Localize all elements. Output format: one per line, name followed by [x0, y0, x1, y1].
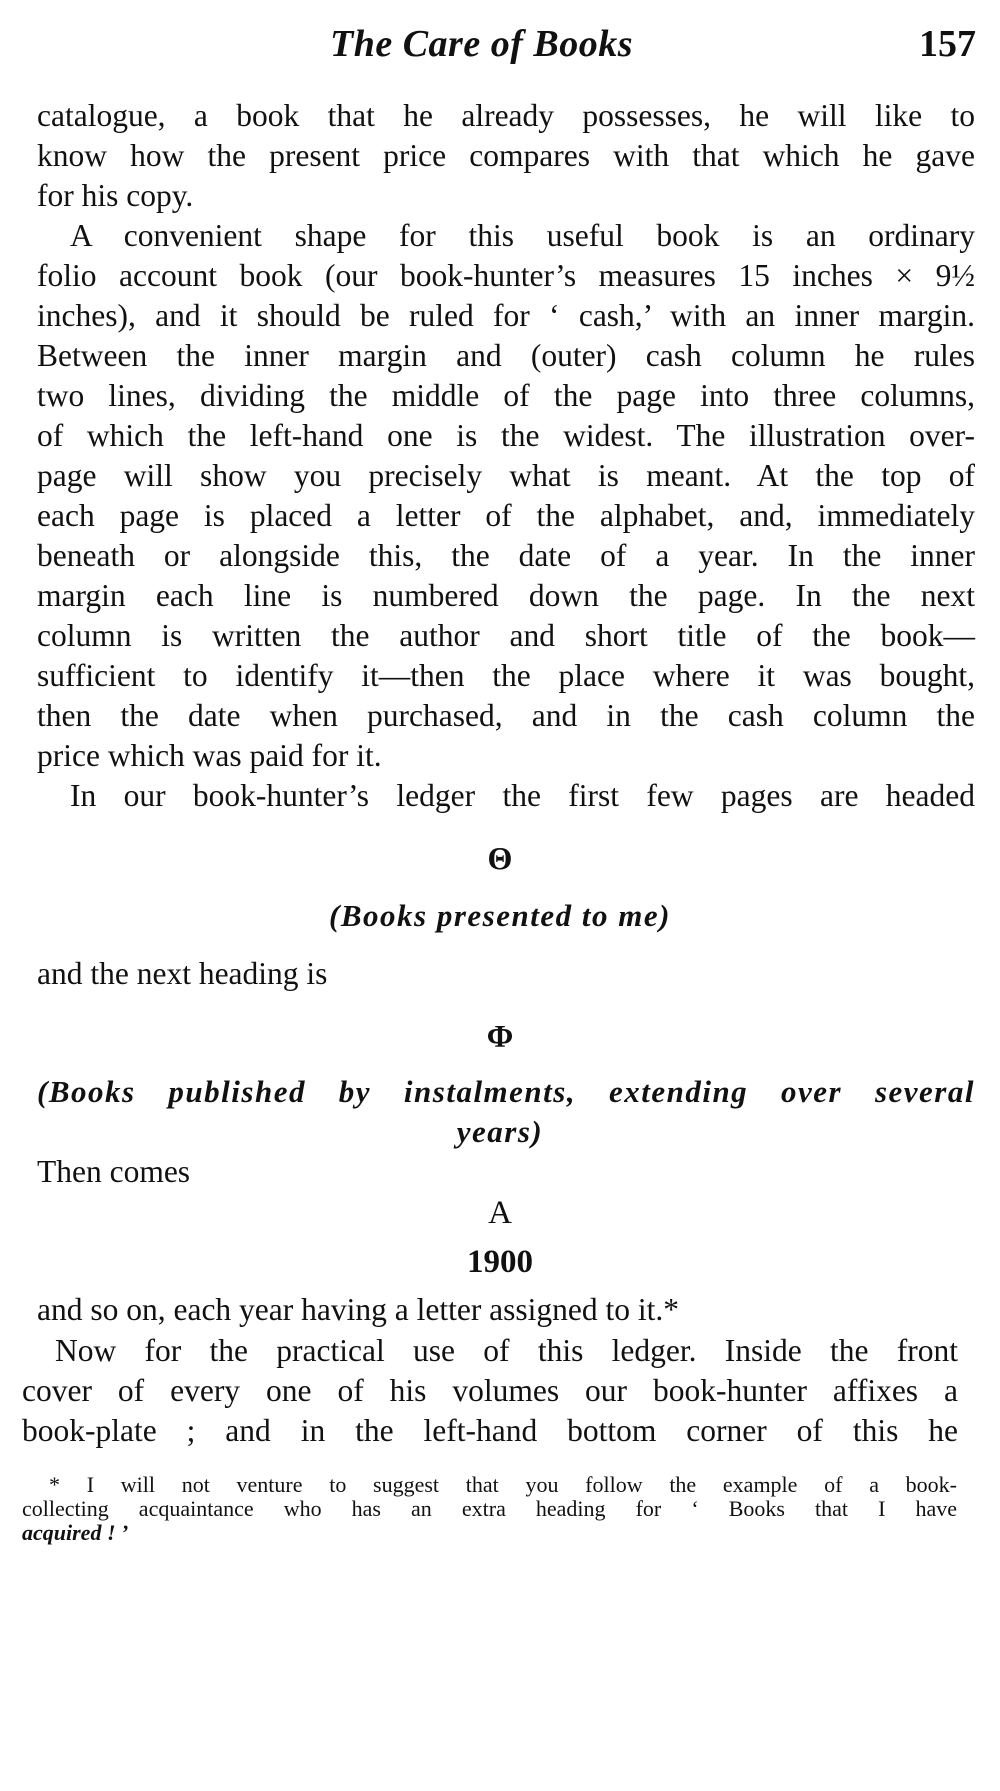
caption-theta: (Books presented to me) — [329, 898, 671, 933]
heading-theta: Θ — [487, 840, 513, 876]
body-line: margin each line is numbered down the page. In the next — [37, 578, 975, 613]
heading-year: 1900 — [467, 1244, 533, 1280]
heading-letter: A — [488, 1195, 512, 1231]
body-line: each page is placed a letter of the alphabet, and, immediately — [37, 498, 975, 533]
page-number: 157 — [919, 23, 976, 65]
caption-phi-line: years) — [456, 1114, 544, 1149]
running-head — [0, 22, 1000, 72]
body-line: price which was paid for it. — [37, 738, 382, 773]
caption-phi-line: (Books published by instalments, extending over several — [37, 1074, 975, 1109]
body-line: folio account book (our book-hunter’s measures 15 inches × 9½ — [37, 258, 975, 293]
body-line: beneath or alongside this, the date of a year. In the inner — [37, 538, 975, 573]
body-line: cover of every one of his volumes our book-hunter affixes a — [22, 1373, 958, 1408]
body-line: two lines, dividing the middle of the page into three columns, — [37, 378, 975, 413]
body-line: and the next heading is — [37, 956, 328, 991]
body-line: know how the present price compares with that which he gave — [37, 138, 975, 173]
body-line: for his copy. — [37, 178, 194, 213]
body-line: then the date when purchased, and in the cash column the — [37, 698, 975, 733]
body-line: page will show you precisely what is meant. At the top of — [37, 458, 975, 493]
running-title: The Care of Books — [330, 23, 633, 65]
body-line: book-plate ; and in the left-hand bottom corner of this he — [22, 1413, 958, 1448]
body-line: inches), and it should be ruled for ‘ cash,’ with an inner margin. — [37, 298, 975, 333]
body-line: Then comes — [37, 1154, 191, 1189]
body-line: Now for the practical use of this ledger. Inside the front — [55, 1333, 958, 1368]
footnote-line: * I will not venture to suggest that you follow the example of a book- — [49, 1472, 957, 1497]
body-line: catalogue, a book that he already possesses, he will like to — [37, 98, 975, 133]
body-line: and so on, each year having a letter assigned to it.* — [37, 1292, 680, 1327]
heading-phi: Φ — [486, 1018, 514, 1054]
body-line: Between the inner margin and (outer) cash column he rules — [37, 338, 975, 373]
footnote-line: collecting acquaintance who has an extra heading for ‘ Books that I have — [22, 1496, 957, 1521]
footnote-line: acquired ! ’ — [22, 1520, 129, 1545]
body-line: A convenient shape for this useful book is an ordinary — [70, 218, 975, 253]
body-line: sufficient to identify it—then the place where it was bought, — [37, 658, 975, 693]
body-line: column is written the author and short title of the book— — [37, 618, 975, 653]
body-line: of which the left-hand one is the widest. The illustration over- — [37, 418, 975, 453]
body-line: In our book-hunter’s ledger the first few pages are headed — [70, 778, 975, 813]
